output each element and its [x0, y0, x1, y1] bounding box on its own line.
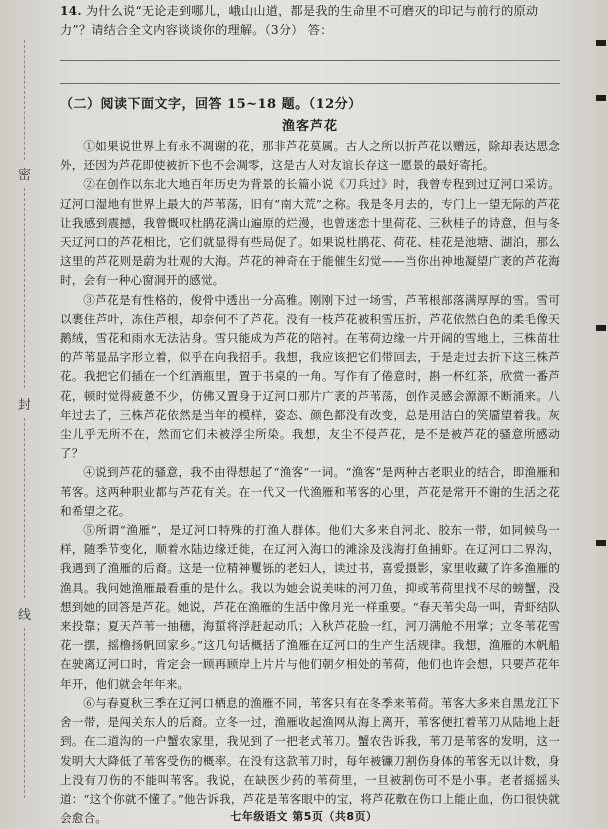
edge-mark	[596, 40, 606, 46]
answer-prefix: 答：	[307, 23, 333, 37]
paragraph-6: ⑥与春夏秋三季在辽河口栖息的渔雁不同，苇客只有在冬季来苇荷。苇客大多来自黑龙江下舍一带，是闯关东人的后裔。立冬一过，渔雁收起渔网从海上离开，苇客便扛着苇刀从陆地上赶到。在二道沟的一户蟹农家里，我见到了一把老式苇刀。蟹农告诉我，苇刀是苇客的发明，这一发明大大降低了苇客受伤的概率。在没有这款苇刀时，每年被镰刀割伤身体的苇客无以计数，身上没有刀伤的不能叫苇客。我说，在缺医少药的苇荷里，一旦被割伤可不是小事。老者摇摇头道：“这个你就不懂了。”他告诉我，芦花是苇客眼中的宝，将芦花敷在伤口上能止血，伤口很快就会愈合。	[60, 695, 560, 826]
paragraph-2: ②在创作以东北大地百年历史为背景的长篇小说《刀兵过》时，我曾专程到过辽河口采访。辽河口湿地有世界上最大的芦苇荡，旧有“南大荒”之称。我是冬月去的，专门上一望无际的芦花让我感到震撼，我曾慨叹杜鹃花满山遍原的烂漫，也曾迷恋十里荷花、三秋桂子的诗意，但与冬天辽河口的芦花相比，它们就显得有些局促了。如果说杜鹃花、荷花、桂花是池塘、湖泊，那么这里的芦花则是蔚为壮观的大海。芦花的神奇在于能催生幻觉——当你出神地凝望广袤的芦花海时，会有一种心窗洞开的感觉。	[60, 177, 560, 288]
edge-mark	[596, 95, 606, 101]
article-title: 渔客芦花	[281, 119, 338, 134]
page-footer: 七年级语文 第5页（共8页）	[230, 810, 378, 823]
paragraph-1: ①如果说世界上有永不凋谢的花，那非芦花莫属。古人之所以折芦花以赠远，除却表达思念外，还因为芦花即使被折下也不会凋零，这是古人对友谊长存这一愿景的最好寄托。	[60, 139, 560, 173]
paragraph-3: ③芦花是有性格的，俊骨中透出一分高雅。刚刚下过一场雪，芦苇根部落满厚厚的雪。雪可以裹住芦叶，冻住芦根，却奈何不了芦花。没有一枝芦花被积雪压折，芦花依然白色的柔毛像天鹅绒，雪花和雨水无法沾身。雪只能成为芦花的陪衬。在苇荷边缘一片开阔的雪地上，三株苗壮的芦苇显品字形立着，似乎在向我招手。我想，我应该把它们带回去，于是走过去折下这三株芦花。我把它们插在一个红酒瓶里，置于书桌的一角。写作有了倦意时，斟一杯红茶，欣赏一番芦花，顿时觉得疲惫不少，仿佛又置身于辽河口那片广袤的芦苇荡，创作灵感会源源不断涌来。八年过去了，三株芦花依然是当年的模样，姿态、颜色都没有改变，总是用洁白的笑靥望着我。灰尘儿乎无所不在，然而它们未被浮尘所染。我想，友尘不侵芦花，是不是被芦花的骚意所感动了？	[60, 292, 560, 461]
question-number: 14.	[60, 4, 82, 18]
page-content	[60, 0, 560, 828]
seal-mark-xian: 线	[18, 608, 32, 623]
question-text: 为什么说“无论走到哪儿，峨山山道，都是我的生命里不可磨灭的印记与前行的原动力”？请结合全文内容谈谈你的理解。（3分）	[60, 4, 539, 37]
binding-line-top	[24, 40, 25, 160]
seal-mark-mi: 密	[18, 168, 32, 183]
question-14	[60, 2, 560, 40]
seal-mark-feng: 封	[18, 398, 32, 413]
binding-line-bottom	[24, 628, 25, 798]
edge-mark	[596, 540, 606, 546]
paragraph-5: ⑤所谓“渔雁”，是辽河口特殊的打渔人群体。他们大多来自河北、胶东一带，如同候鸟一样，随季节变化，顺着水陆边缘迁徙，在辽河入海口的滩涂及浅海打鱼捕虾。在辽河口二界沟，我遇到了渔雁的后裔。这是一位精神矍铄的老妇人，读过书，喜爱摄影，家里收藏了许多渔雁的渔具。我问她渔雁最看重的是什么。我以为她会说美味的河刀鱼，抑或苇荷里找不尽的螃蟹，没想到她的回答是芦花。她说，芦花在渔雁的生活中像月光一样重要。“春天苇尖岛一叫，青虾结队来投靠；夏天芦苇一抽穗，海蜇将浮赶起动爪；入秋芦花脸一红，河刀满舱不用掌；立冬苇花雪花一摆，摇橹扬帆回家乡。”这几句话概括了渔雁在辽河口的生产生活规律。我想，渔雁的木帆船在驶离辽河口时，肯定会一顾再顾岸上片片与他们朝夕相处的苇荷，他们也许会想，只要芦花年年开，他们就会年年来。	[60, 523, 560, 691]
binding-line-mid	[24, 188, 25, 388]
answer-line[interactable]	[60, 65, 560, 84]
answer-line[interactable]	[60, 42, 560, 61]
section-title: （二）阅读下面文字，回答 15~18 题。（12分）	[60, 97, 362, 112]
binding-line-lower	[24, 418, 25, 598]
paragraph-4: ④说到芦花的骚意，我不由得想起了“渔客”一词。“渔客”是两种古老职业的结合，即渔雁和苇客。这两种职业都与芦花有关。在一代又一代渔雁和苇客的心里，芦花是常开不谢的生活之花和希望之花。	[60, 465, 560, 518]
edge-mark	[596, 325, 606, 331]
